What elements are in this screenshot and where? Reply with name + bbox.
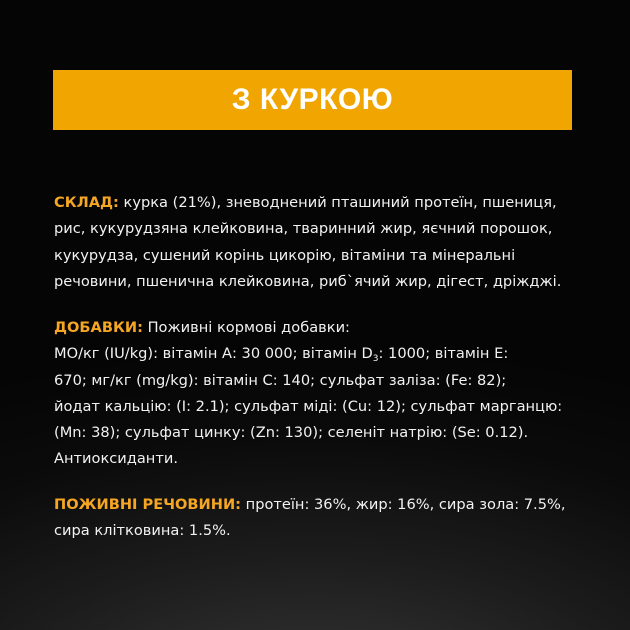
nutrients-section xyxy=(54,492,594,545)
title: З КУРКОЮ xyxy=(231,83,394,116)
title-banner xyxy=(53,70,572,130)
composition-line: рис, кукурудзяна клейковина, тваринний жир, яєчний порошок, xyxy=(54,220,553,238)
additives-line xyxy=(54,341,594,367)
additives-line: йодат кальцію: (I: 2.1); сульфат міді: (Cu: 12); сульфат марганцю: xyxy=(54,397,563,415)
composition-label: СКЛАД: xyxy=(54,194,119,211)
additives-line: 670; мг/кг (mg/kg): вітамін С: 140; сульфат заліза: (Fe: 82); xyxy=(54,371,507,389)
additives-line: Антиоксиданти. xyxy=(54,450,178,468)
composition-line xyxy=(54,190,594,216)
nutrients-line xyxy=(54,492,594,518)
additives-text: Поживні кормові добавки: xyxy=(142,319,350,336)
composition-section xyxy=(54,190,594,295)
composition-text: курка (21%), зневоднений пташиний протеїн, пшениця, xyxy=(118,194,557,211)
additives-label: ДОБАВКИ: xyxy=(54,319,143,336)
subscript: 3 xyxy=(372,354,379,365)
additives-section xyxy=(54,315,594,473)
composition-line: кукурудза, сушений корінь цикорію, вітаміни та мінеральні xyxy=(54,246,516,264)
additives-text: : 1000; вітамін Е: xyxy=(378,345,509,363)
nutrients-text: протеїн: 36%, жир: 16%, сира зола: 7.5%, xyxy=(241,496,566,513)
additives-line: (Mn: 38); сульфат цинку: (Zn: 130); селеніт натрію: (Se: 0.12). xyxy=(54,424,529,442)
nutrients-label: ПОЖИВНІ РЕЧОВИНИ: xyxy=(54,496,242,513)
nutrients-line: сира клітковина: 1.5%. xyxy=(54,522,231,540)
additives-text: МО/кг (IU/kg): вітамін А: 30 000; вітамін D xyxy=(54,345,373,363)
additives-line xyxy=(54,315,594,341)
composition-line: речовини, пшенична клейковина, риб`ячий жир, дігест, дріжджі. xyxy=(54,272,562,290)
